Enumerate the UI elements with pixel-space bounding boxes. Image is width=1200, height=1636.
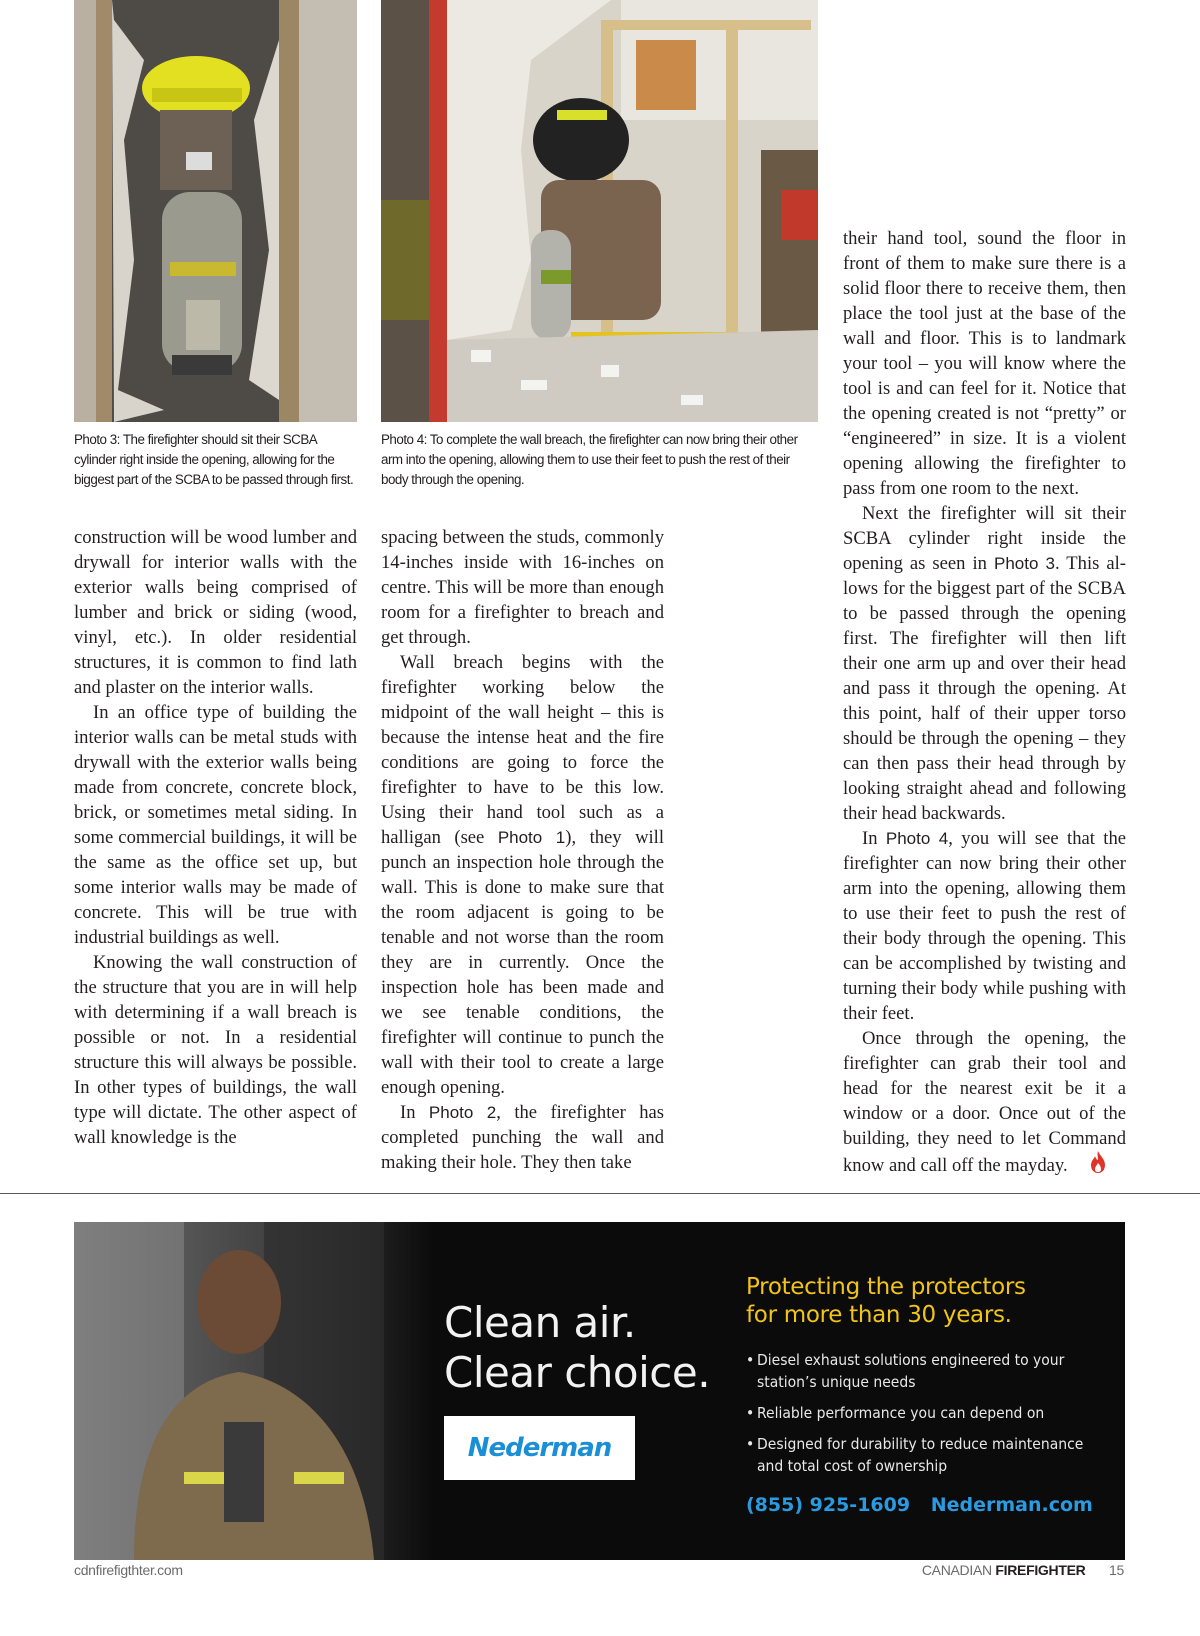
photo-4-caption: Photo 4: To complete the wall breach, the firefighter can now bring their other arm into the opening, allowing them to use their feet to push the rest of their body through the opening. xyxy=(381,432,798,487)
phone-link[interactable]: (855) 925-1609 xyxy=(746,1494,911,1516)
photo-3 xyxy=(74,0,357,422)
paragraph: Wall breach begins with the firefighter working below the midpoint of the wall height – this is because the intense heat and the fire conditions are going to force the firefighter to have to be this low. Using their hand tool such as a halligan (see Photo 1), they will punch an inspection hole through the wall. This is done to make sure that the room adjacent is going to be tenable and not worse than the room they are in currently. Once the inspection hole has been made and we see tenable conditions, the firefighter will continue to punch the wall with their tool to create a large enough opening. xyxy=(381,652,665,1098)
ad-firefighter-photo xyxy=(74,1222,434,1560)
footer-website: cdnfirefigthter.com xyxy=(74,1562,183,1578)
ad-headline-line: Clear choice. xyxy=(444,1348,711,1397)
website-link[interactable]: Nederman.com xyxy=(930,1494,1093,1516)
magazine-name-prefix: CANADIAN xyxy=(921,1562,992,1578)
paragraph: Once through the opening, the firefighter can grab their tool and head for the nearest exit be it a window or a door. Once out of the building, they need to let Command know and call off the mayday. xyxy=(843,1026,1126,1180)
ad-tagline xyxy=(746,1273,1026,1329)
paragraph: Next the firefighter will sit their SCBA cylinder right inside the opening as seen in Photo 3. This allows for the biggest part of the SCBA to be passed through the opening first. The firefighter will then lift their one arm up and over their head and pass it through the opening. At this point, half of their upper torso should be through the opening – they can then pass their head through by looking straight ahead and following their head backwards. xyxy=(843,503,1126,824)
article-column-2 xyxy=(381,525,664,1175)
list-item: • Designed for durability to reduce maintenance and total cost of ownership xyxy=(746,1433,1086,1477)
section-divider xyxy=(0,1193,1200,1194)
nederman-advertisement[interactable] xyxy=(74,1222,1125,1560)
ad-tagline-line: Protecting the protectors xyxy=(746,1274,1026,1300)
nederman-logo[interactable] xyxy=(444,1416,635,1480)
magazine-name: FIREFIGHTER xyxy=(995,1562,1086,1578)
photo-reference: Photo 1 xyxy=(497,828,566,847)
ad-bullet-list xyxy=(746,1349,1086,1486)
page-number: 15 xyxy=(1109,1562,1124,1578)
paragraph: spacing between the studs, commonly 14-inches inside with 16-inches on centre. This will be more than enough room for a firefighter to breach and get through. xyxy=(381,527,664,648)
photo-reference: Photo 4 xyxy=(885,829,949,848)
ad-headline-line: Clean air. xyxy=(444,1298,636,1347)
article-column-1 xyxy=(74,525,357,1150)
photo-reference: Photo 3 xyxy=(993,554,1055,573)
paragraph: In Photo 2, the firefighter has completed punching the wall and making their hole. They then take xyxy=(381,1102,665,1173)
paragraph: In an office type of building the interior walls can be metal studs with drywall with the exterior walls being made from concrete, concrete block, brick, or sometimes metal siding. In some commercial buildings, it will be the same as the office set up, but some interior walls may be made of concrete. This will be true with industrial buildings as well. xyxy=(74,702,357,948)
footer-magazine xyxy=(922,1562,1124,1578)
flame-icon xyxy=(1071,1151,1106,1180)
paragraph: construction will be wood lumber and drywall for interior walls with the exterior walls being comprised of lumber and brick or siding (wood, vinyl, etc.). In older residential structures, it is common to find lath and plaster on the interior walls. xyxy=(74,527,357,698)
paragraph: Knowing the wall construction of the structure that you are in will help with determining if a wall breach is possible or not. In a residential structure this will always be possible. In other types of buildings, the wall type will dictate. The other aspect of wall knowledge is the xyxy=(74,952,357,1148)
ad-contact xyxy=(746,1494,1107,1516)
photo-reference: Photo 2 xyxy=(428,1103,497,1122)
paragraph: In Photo 4, you will see that the firefighter can now bring their other arm into the opening, allowing them to use their feet to push the rest of their body through the opening. This can be accomplished by twisting and turning their body while pushing with their feet. xyxy=(843,828,1127,1024)
photo-4 xyxy=(381,0,818,422)
ad-tagline-line: for more than 30 years. xyxy=(746,1302,1012,1328)
list-item: • Reliable performance you can depend on xyxy=(746,1402,1086,1424)
list-item: • Diesel exhaust solutions engineered to your station’s unique needs xyxy=(746,1349,1086,1393)
ad-headline xyxy=(444,1298,710,1398)
article-column-3 xyxy=(843,226,1126,1180)
paragraph: their hand tool, sound the floor in front of them to make sure there is a solid floor there to receive them, then place the tool just at the base of the wall and floor. This is to landmark your tool – you will know where the tool is and can feel for it. Notice that the opening created is not “pretty” or “engineered” in size. It is a violent opening allowing the firefighter to pass from one room to the next. xyxy=(843,228,1126,499)
photo-3-caption: Photo 3: The firefighter should sit their SCBA cylinder right inside the opening, allowing for the biggest part of the SCBA to be passed through first. xyxy=(74,432,354,487)
logo-text: Nederman xyxy=(467,1433,612,1463)
